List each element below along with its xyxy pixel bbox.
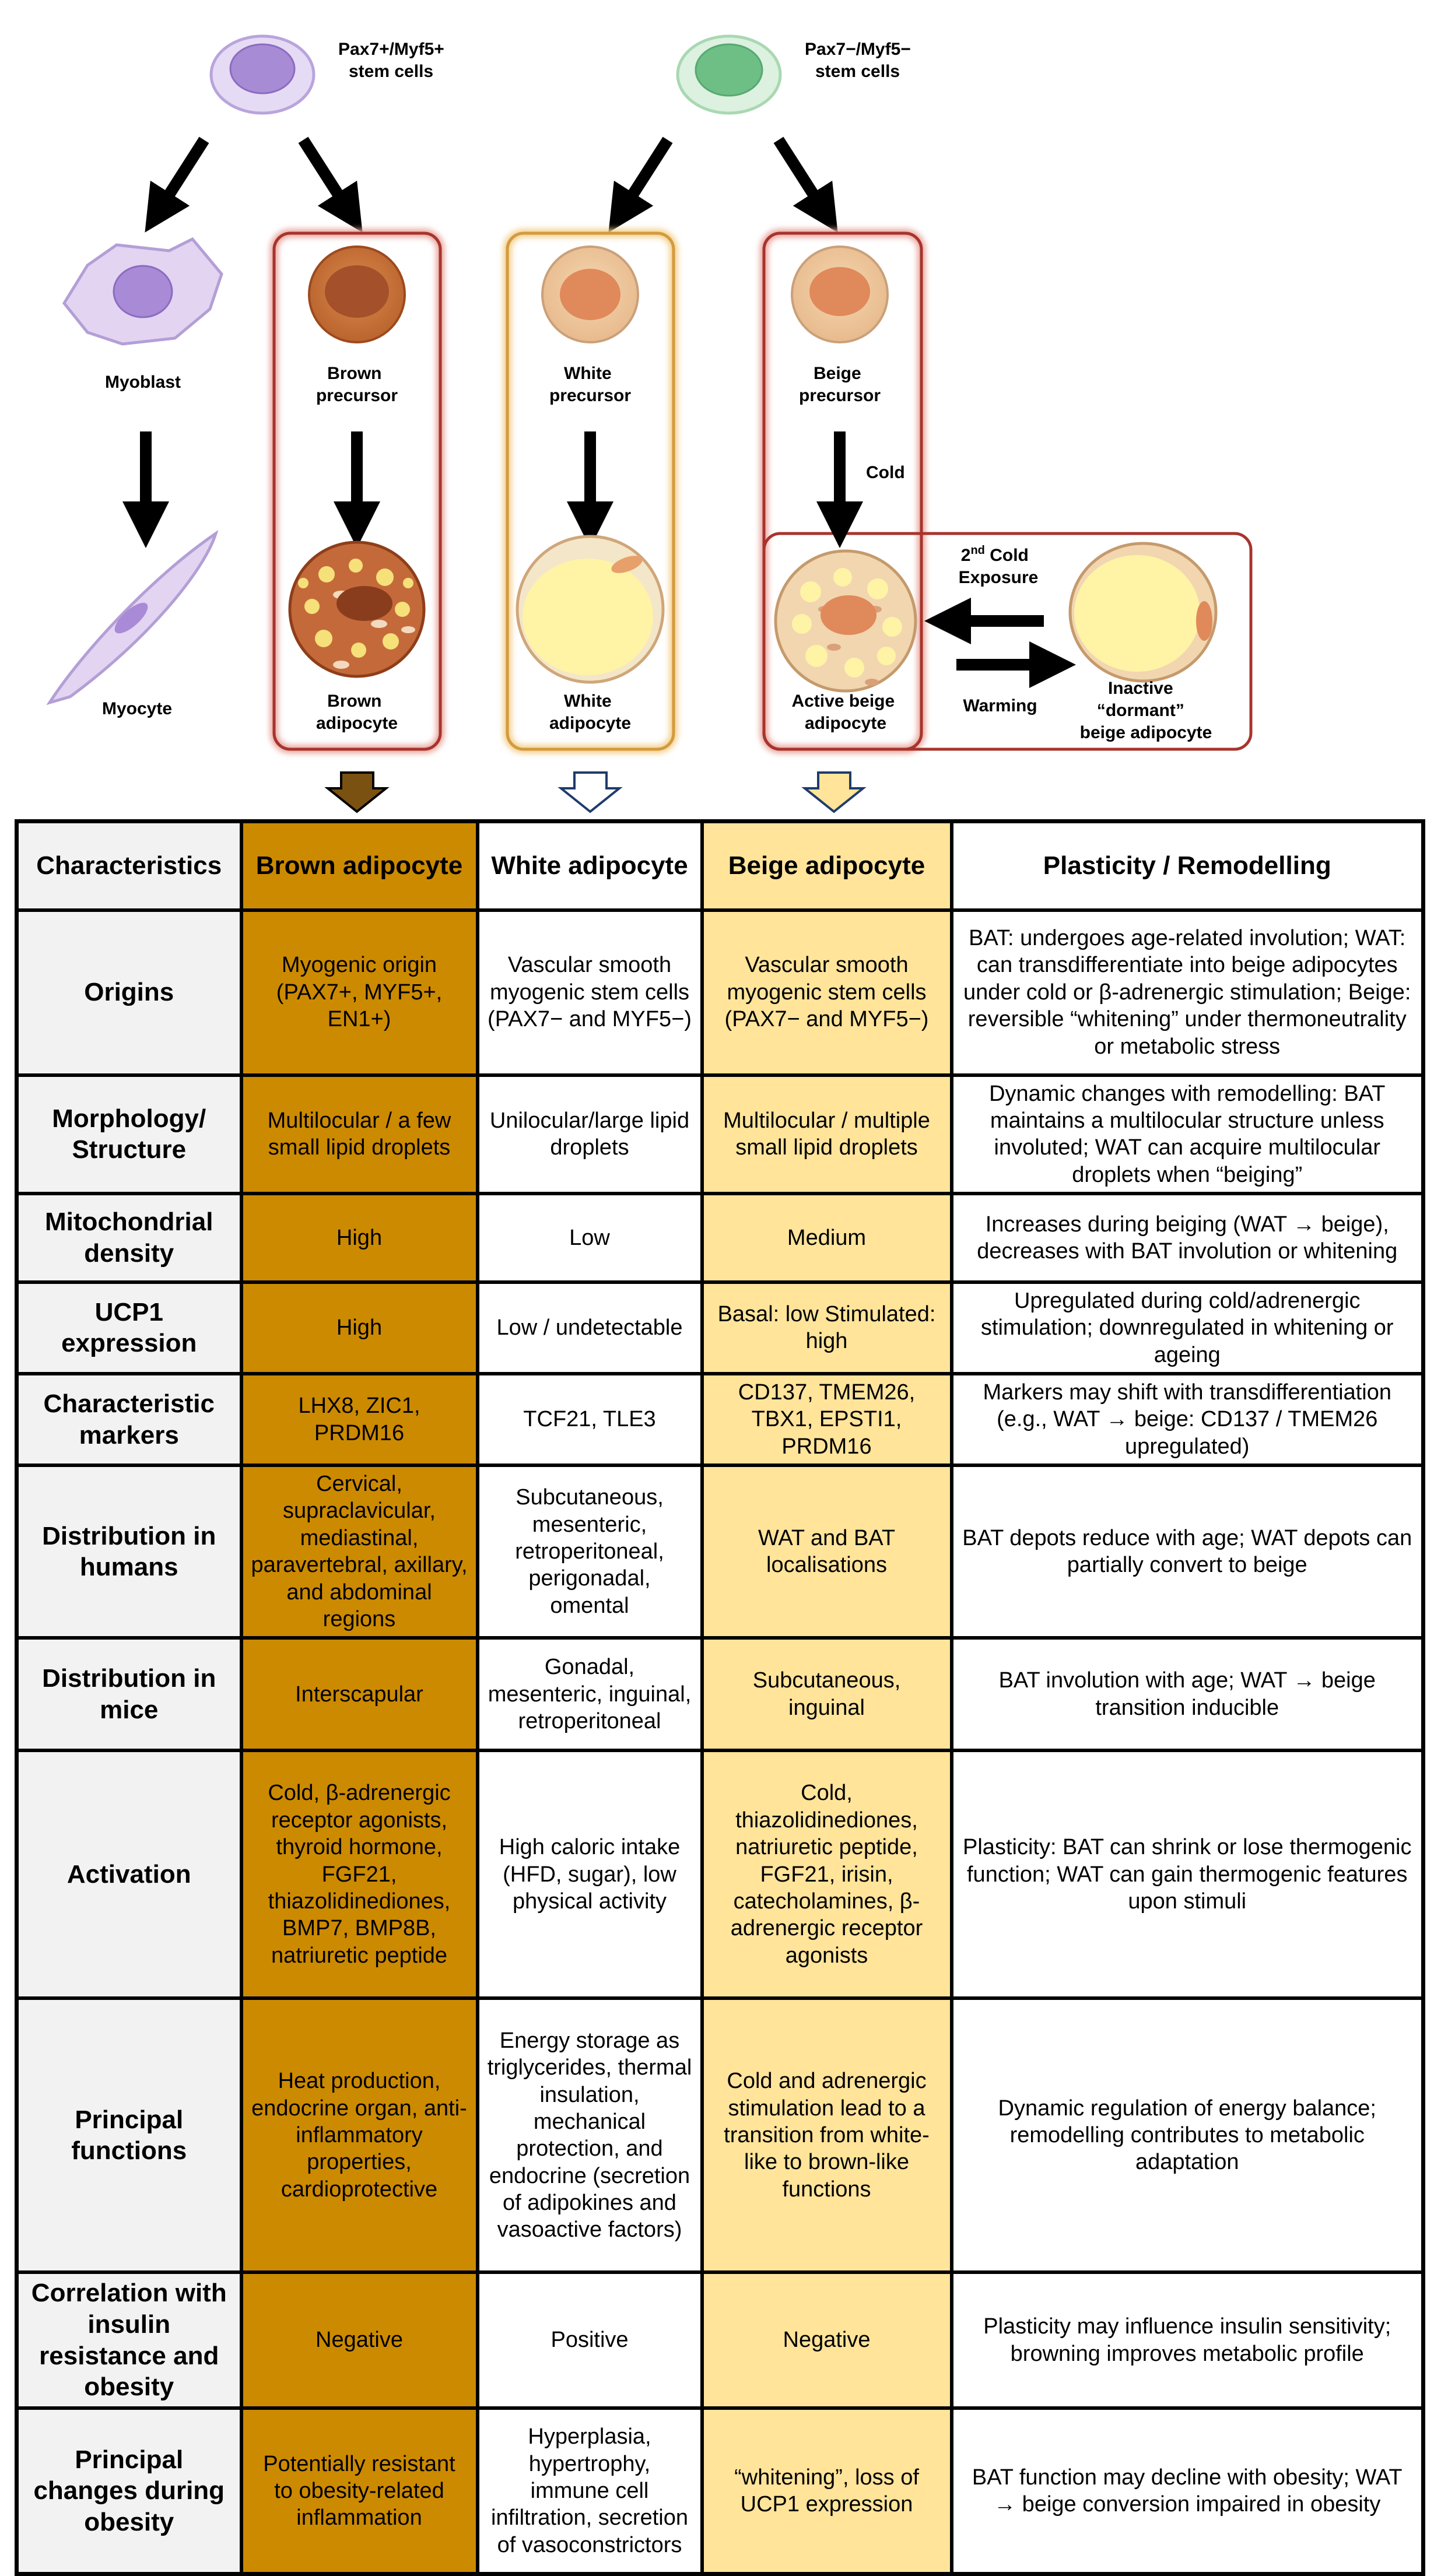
inactive-beige-label: Inactive “dormant” beige adipocyte: [1079, 679, 1212, 742]
table-row: [17, 1374, 1424, 1465]
row-label: Distribution in humans: [17, 1465, 241, 1638]
pax-positive-label: Pax7+/Myf5+ stem cells: [338, 40, 444, 81]
beige-cell: Cold, thiazolidinediones, natriuretic peptide, FGF21, irisin, catecholamines, β-adrenergic receptor agonists: [702, 1750, 952, 1998]
header-beige: Beige adipocyte: [702, 822, 952, 910]
inactive-beige-adipocyte-cell: [1070, 543, 1216, 681]
brown-cell: Negative: [241, 2272, 478, 2408]
brown-cell: LHX8, ZIC1, PRDM16: [241, 1374, 478, 1465]
beige-cell: Subcutaneous, inguinal: [702, 1638, 952, 1750]
white-cell: Energy storage as triglycerides, thermal insulation, mechanical protection, and endocrine (secretion of adipokines and vasoactive factors): [478, 1998, 702, 2272]
arrow-to-brown-precursor: [303, 140, 350, 213]
plasticity-cell: Markers may shift with transdifferentiation (e.g., WAT → beige: CD137 / TMEM26 upregulated): [952, 1374, 1424, 1465]
beige-cell: “whitening”, loss of UCP1 expression: [702, 2408, 952, 2574]
myocyte-cell: [50, 534, 216, 703]
cell-lineage-diagram: [0, 0, 1434, 819]
myoblast-label: Myoblast: [104, 373, 181, 392]
plasticity-cell: Increases during beiging (WAT → beige), decreases with BAT involution or whitening: [952, 1194, 1424, 1282]
plasticity-cell: Upregulated during cold/adrenergic stimulation; downregulated in whitening or ageing: [952, 1282, 1424, 1374]
white-cell: Hyperplasia, hypertrophy, immune cell infiltration, secretion of vasoconstrictors: [478, 2408, 702, 2574]
plasticity-cell: BAT depots reduce with age; WAT depots can partially convert to beige: [952, 1465, 1424, 1638]
beige-cell: Cold and adrenergic stimulation lead to a transition from white-like to brown-like functions: [702, 1998, 952, 2272]
warming-label: Warming: [963, 696, 1037, 715]
brown-cell: Heat production, endocrine organ, anti-inflammatory properties, cardioprotective: [241, 1998, 478, 2272]
beige-cell: Vascular smooth myogenic stem cells (PAX7− and MYF5−): [702, 910, 952, 1075]
row-label: Distribution in mice: [17, 1638, 241, 1750]
plasticity-cell: Dynamic changes with remodelling: BAT maintains a multilocular structure unless involuted; WAT can acquire multilocular droplets when “beiging”: [952, 1075, 1424, 1194]
comparison-table-container: [15, 819, 1421, 2560]
white-down-arrow: [561, 773, 619, 812]
beige-cell: Medium: [702, 1194, 952, 1282]
beige-cell: Negative: [702, 2272, 952, 2408]
brown-adipocyte-label: Brown adipocyte: [315, 692, 398, 733]
white-cell: Subcutaneous, mesenteric, retroperitoneal, perigonadal, omental: [478, 1465, 702, 1638]
arrow-to-white-precursor: [621, 140, 668, 213]
table-header-row: [17, 822, 1424, 910]
beige-precursor-label: Beige precursor: [798, 364, 881, 405]
plasticity-cell: BAT function may decline with obesity; WAT → beige conversion impaired in obesity: [952, 2408, 1424, 2574]
white-precursor-cell: [542, 247, 638, 342]
header-brown: Brown adipocyte: [241, 822, 478, 910]
beige-cell: WAT and BAT localisations: [702, 1465, 952, 1638]
brown-cell: Cold, β-adrenergic receptor agonists, thyroid hormone, FGF21, thiazolidinediones, BMP7, BMP8B, natriuretic peptide: [241, 1750, 478, 1998]
pax-positive-stem-cell: [211, 36, 314, 113]
table-row: [17, 910, 1424, 1075]
white-cell: TCF21, TLE3: [478, 1374, 702, 1465]
row-label: Morphology/ Structure: [17, 1075, 241, 1194]
brown-precursor-label: Brown precursor: [315, 364, 398, 405]
table-row: [17, 2272, 1424, 2408]
arrow-to-myoblast: [157, 140, 204, 213]
table-row: [17, 2408, 1424, 2574]
white-cell: High caloric intake (HFD, sugar), low physical activity: [478, 1750, 702, 1998]
second-cold-exposure-label: 2nd Cold Exposure: [958, 544, 1039, 587]
brown-cell: High: [241, 1194, 478, 1282]
beige-cell: Multilocular / multiple small lipid droplets: [702, 1075, 952, 1194]
white-cell: Vascular smooth myogenic stem cells (PAX7− and MYF5−): [478, 910, 702, 1075]
table-row: [17, 1750, 1424, 1998]
adipocyte-comparison-table: [15, 819, 1425, 2576]
header-plasticity: Plasticity / Remodelling: [952, 822, 1424, 910]
beige-cell: CD137, TMEM26, TBX1, EPSTI1, PRDM16: [702, 1374, 952, 1465]
table-row: [17, 1465, 1424, 1638]
brown-precursor-cell: [309, 247, 405, 342]
plasticity-cell: Plasticity may influence insulin sensitivity; browning improves metabolic profile: [952, 2272, 1424, 2408]
white-cell: Gonadal, mesenteric, inguinal, retroperitoneal: [478, 1638, 702, 1750]
table-row: [17, 1638, 1424, 1750]
plasticity-cell: Dynamic regulation of energy balance; remodelling contributes to metabolic adaptation: [952, 1998, 1424, 2272]
brown-cell: Potentially resistant to obesity-related inflammation: [241, 2408, 478, 2574]
row-label: Origins: [17, 910, 241, 1075]
pax-negative-stem-cell: [678, 36, 780, 113]
white-adipocyte-cell: [517, 536, 663, 682]
brown-cell: Cervical, supraclavicular, mediastinal, paravertebral, axillary, and abdominal regions: [241, 1465, 478, 1638]
header-white: White adipocyte: [478, 822, 702, 910]
active-beige-adipocyte-cell: [776, 551, 916, 691]
row-label: Activation: [17, 1750, 241, 1998]
white-cell: Low / undetectable: [478, 1282, 702, 1374]
plasticity-cell: Plasticity: BAT can shrink or lose thermogenic function; WAT can gain thermogenic features upon stimuli: [952, 1750, 1424, 1998]
white-precursor-label: White precursor: [549, 364, 632, 405]
plasticity-cell: BAT involution with age; WAT → beige transition inducible: [952, 1638, 1424, 1750]
header-characteristics: Characteristics: [17, 822, 241, 910]
white-cell: Unilocular/large lipid droplets: [478, 1075, 702, 1194]
myocyte-label: Myocyte: [101, 699, 173, 718]
beige-precursor-cell: [792, 247, 888, 342]
brown-cell: High: [241, 1282, 478, 1374]
beige-down-arrow: [805, 773, 863, 812]
plasticity-cell: BAT: undergoes age-related involution; WAT: can transdifferentiate into beige adipocytes under cold or β-adrenergic stimulation; Beige: reversible “whitening” under thermoneutrality or metabolic stress: [952, 910, 1424, 1075]
table-row: [17, 1282, 1424, 1374]
row-label: Principal changes during obesity: [17, 2408, 241, 2574]
white-cell: Low: [478, 1194, 702, 1282]
table-row: [17, 1998, 1424, 2272]
row-label: Mitochondrial density: [17, 1194, 241, 1282]
cold-label: Cold: [866, 463, 905, 482]
table-row: [17, 1075, 1424, 1194]
brown-cell: Interscapular: [241, 1638, 478, 1750]
arrow-to-beige-precursor: [779, 140, 825, 213]
brown-cell: Multilocular / a few small lipid droplets: [241, 1075, 478, 1194]
brown-adipocyte-cell: [290, 542, 424, 676]
row-label: Characteristic markers: [17, 1374, 241, 1465]
brown-down-arrow: [328, 773, 386, 812]
brown-cell: Myogenic origin (PAX7+, MYF5+, EN1+): [241, 910, 478, 1075]
pax-negative-label: Pax7−/Myf5− stem cells: [805, 40, 911, 81]
white-cell: Positive: [478, 2272, 702, 2408]
row-label: Correlation with insulin resistance and obesity: [17, 2272, 241, 2408]
myoblast-cell: [64, 239, 222, 344]
row-label: UCP1 expression: [17, 1282, 241, 1374]
white-adipocyte-label: White adipocyte: [549, 692, 632, 733]
beige-cell: Basal: low Stimulated: high: [702, 1282, 952, 1374]
active-beige-label: Active beige adipocyte: [791, 692, 895, 733]
table-row: [17, 1194, 1424, 1282]
row-label: Principal functions: [17, 1998, 241, 2272]
